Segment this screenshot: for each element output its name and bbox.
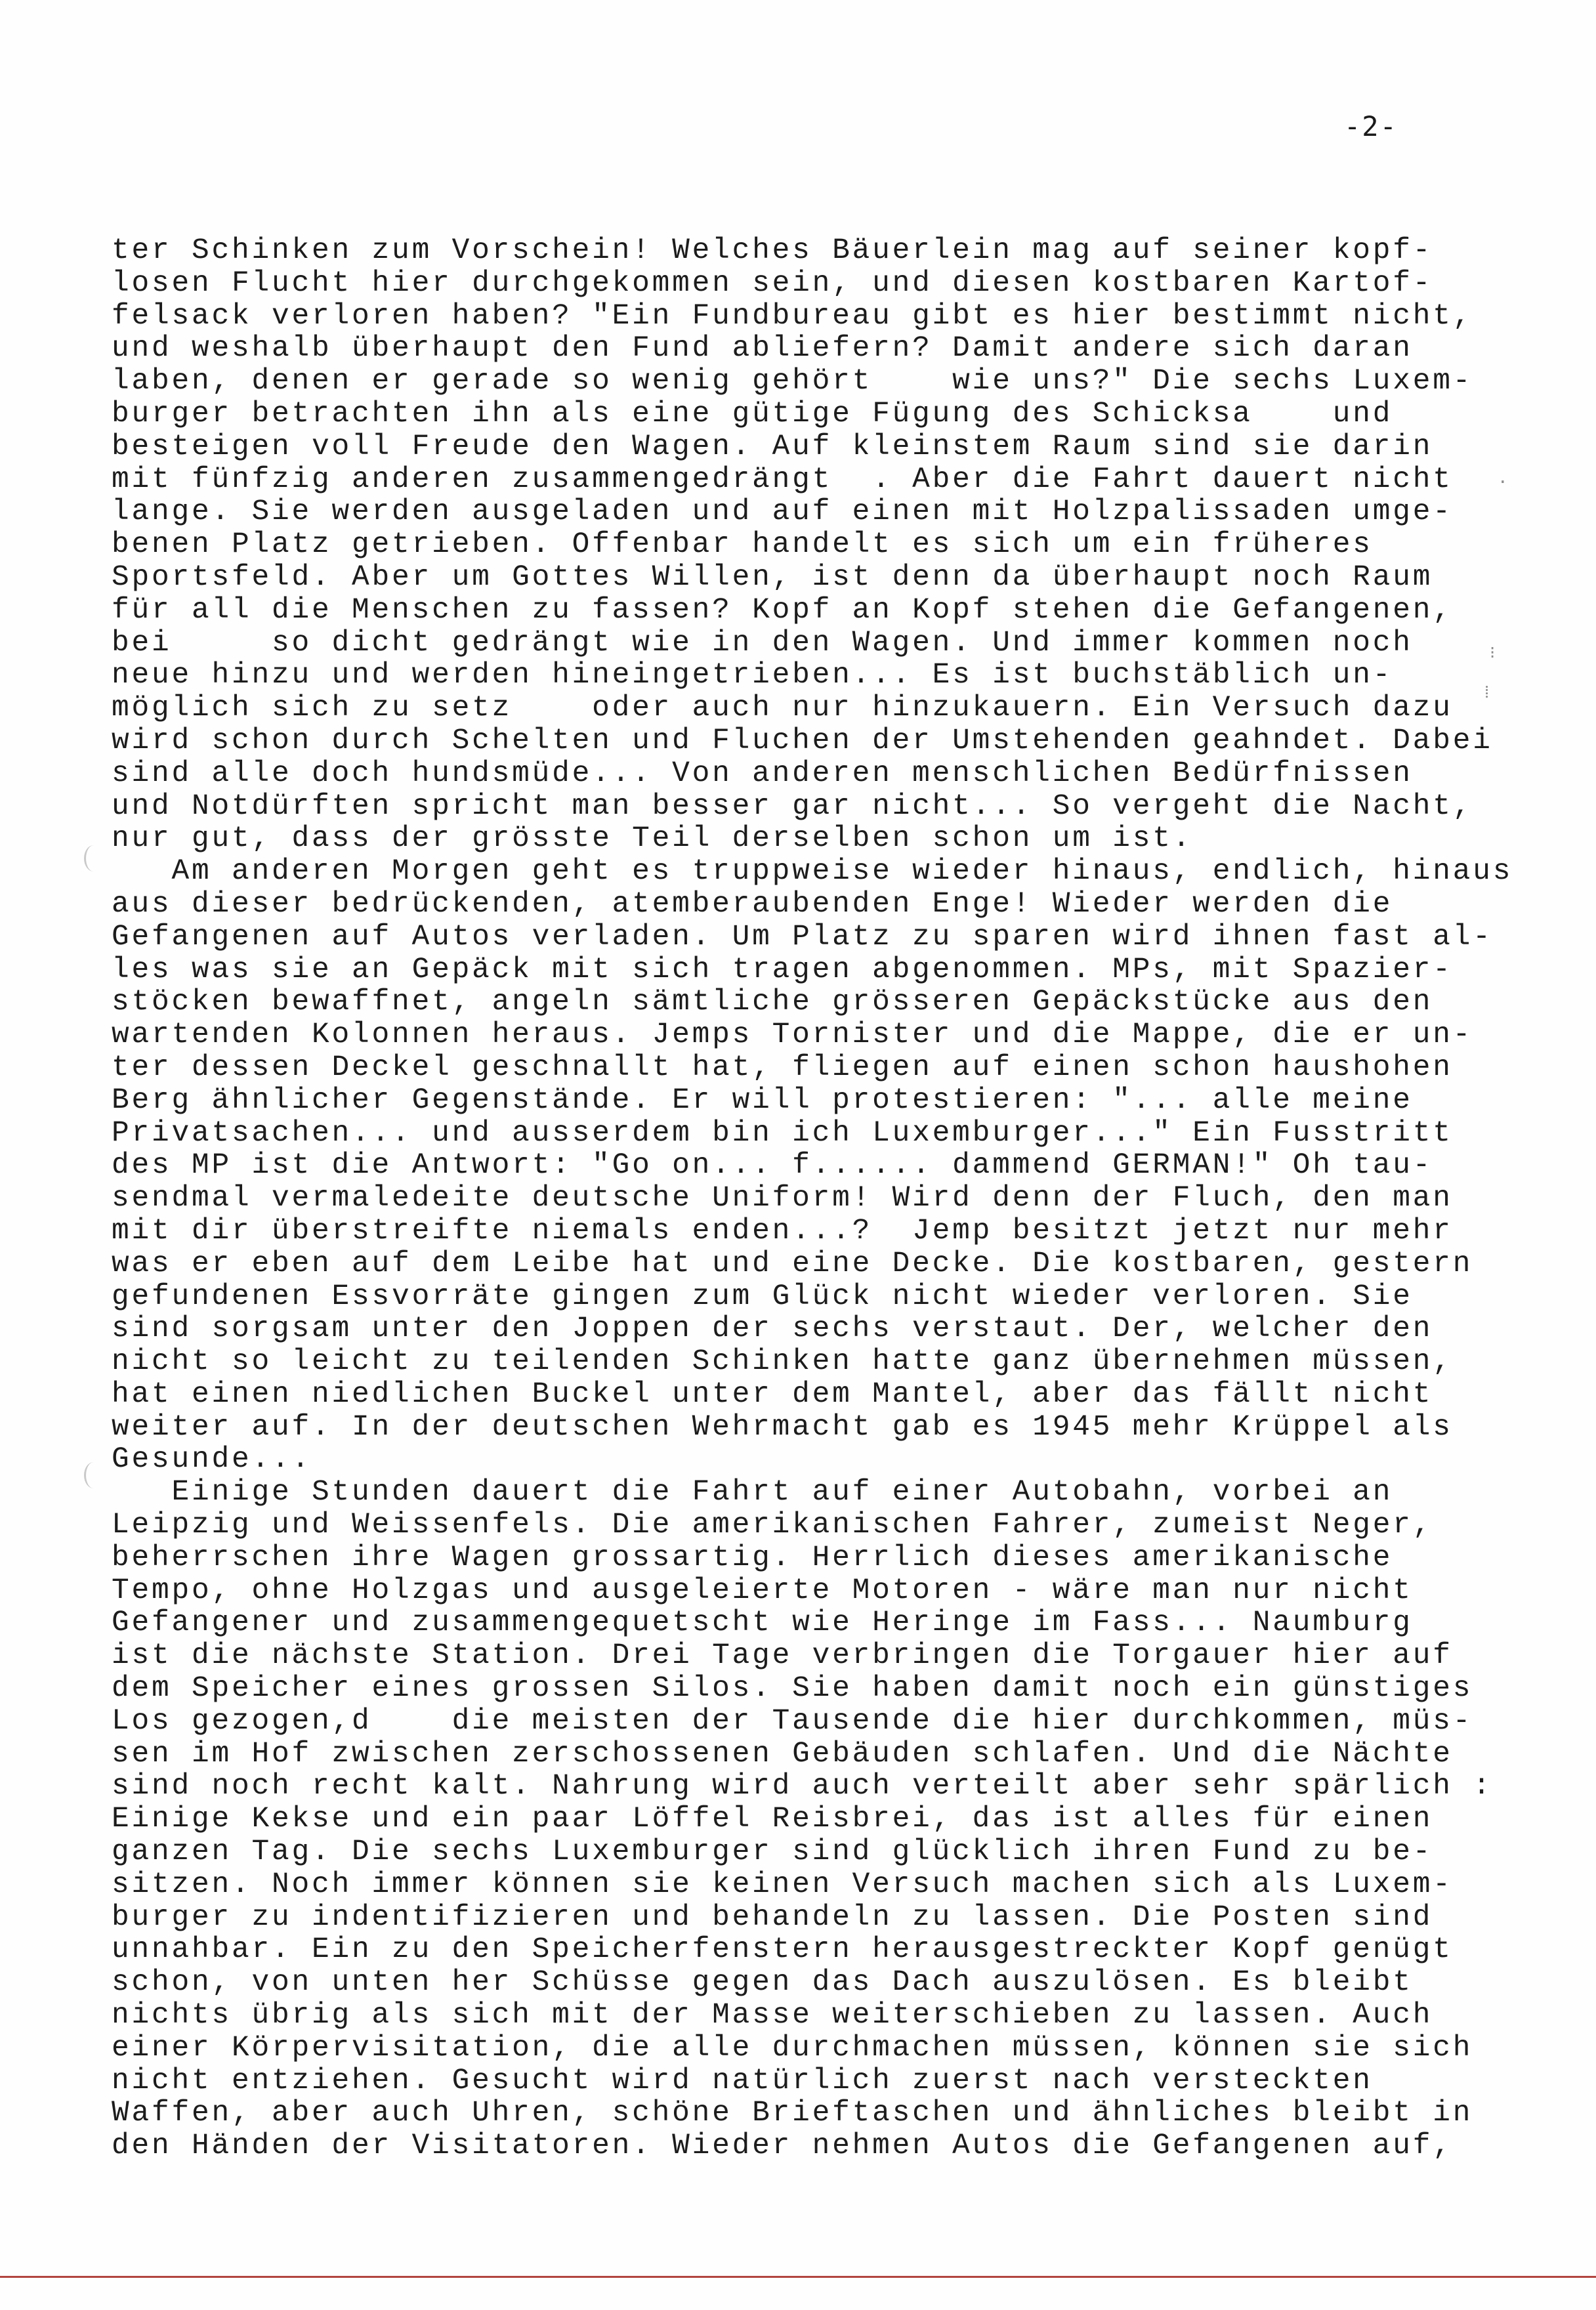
text-line: des MP ist die Antwort: "Go on... f...... dammend GERMAN!" Oh tau- <box>112 1149 1433 1183</box>
text-line: wird schon durch Schelten und Fluchen der Umstehenden geahndet. Dabei <box>112 724 1493 757</box>
text-line: Leipzig und Weissenfels. Die amerikanischen Fahrer, zumeist Neger, <box>112 1509 1433 1542</box>
text-line: sind noch recht kalt. Nahrung wird auch verteilt aber sehr spärlich : <box>112 1770 1493 1803</box>
text-line: besteigen voll Freude den Wagen. Auf kleinstem Raum sind sie darin <box>112 430 1433 463</box>
text-line: nicht so leicht zu teilenden Schinken hatte ganz übernehmen müssen, <box>112 1345 1453 1379</box>
text-line: für all die Menschen zu fassen? Kopf an Kopf stehen die Gefangenen, <box>112 593 1453 627</box>
text-line: mit fünfzig anderen zusammengedrängt . Aber die Fahrt dauert nicht <box>112 463 1453 496</box>
text-line: Berg ähnlicher Gegenstände. Er will protestieren: "... alle meine <box>112 1083 1413 1117</box>
text-line: Sportsfeld. Aber um Gottes Willen, ist denn da überhaupt noch Raum <box>112 560 1433 594</box>
text-line: beherrschen ihre Wagen grossartig. Herrlich dieses amerikanische <box>112 1541 1393 1574</box>
text-line: Waffen, aber auch Uhren, schöne Brieftaschen und ähnliches bleibt in <box>112 2097 1473 2130</box>
text-line: sind alle doch hundsmüde... Von anderen menschlichen Bedürfnissen <box>112 757 1413 790</box>
text-line: stöcken bewaffnet, angeln sämtliche grösseren Gepäckstücke aus den <box>112 986 1433 1019</box>
text-line: mit dir überstreifte niemals enden...? Jemp besitzt jetzt nur mehr <box>112 1214 1453 1248</box>
paper-speck: ⁞ <box>1484 682 1490 702</box>
text-line: nur gut, dass der grösste Teil derselben schon um ist. <box>112 822 1193 856</box>
text-line: Tempo, ohne Holzgas und ausgeleierte Motoren - wäre man nur nicht <box>112 1574 1413 1607</box>
text-line: Einige Kekse und ein paar Löffel Reisbrei, das ist alles für einen <box>112 1803 1433 1836</box>
text-line: Gesunde... <box>112 1443 312 1477</box>
text-line: ist die nächste Station. Drei Tage verbringen die Torgauer hier auf <box>112 1639 1453 1673</box>
text-line: weiter auf. In der deutschen Wehrmacht gab es 1945 mehr Krüppel als <box>112 1410 1453 1444</box>
text-line: losen Flucht hier durchgekommen sein, und diesen kostbaren Kartof- <box>112 266 1433 300</box>
text-line: Am anderen Morgen geht es truppweise wieder hinaus, endlich, hinaus <box>112 855 1513 889</box>
text-line: unnahbar. Ein zu den Speicherfenstern herausgestreckter Kopf genügt <box>112 1933 1453 1967</box>
text-line: schon, von unten her Schüsse gegen das Dach auszulösen. Es bleibt <box>112 1966 1413 2000</box>
paper-speck: · <box>1498 472 1508 492</box>
text-line: einer Körpervisitation, die alle durchmachen müssen, können sie sich <box>112 2031 1473 2065</box>
text-line: Einige Stunden dauert die Fahrt auf einer Autobahn, vorbei an <box>112 1476 1393 1509</box>
text-line: Gefangenen auf Autos verladen. Um Platz zu sparen wird ihnen fast al- <box>112 920 1493 954</box>
punch-hole-mark <box>84 845 103 872</box>
punch-hole-mark <box>84 1462 103 1488</box>
text-line: hat einen niedlichen Buckel unter dem Mantel, aber das fällt nicht <box>112 1377 1433 1411</box>
text-line: Los gezogen,d die meisten der Tausende die hier durchkommen, müs- <box>112 1704 1473 1738</box>
page-number: -2- <box>1344 110 1398 142</box>
text-line: lange. Sie werden ausgeladen und auf einen mit Holzpalissaden umge- <box>112 495 1453 529</box>
text-line: laben, denen er gerade so wenig gehört wie uns?" Die sechs Luxem- <box>112 365 1473 398</box>
text-line: nichts übrig als sich mit der Masse weiterschieben zu lassen. Auch <box>112 1999 1433 2032</box>
text-line: bei so dicht gedrängt wie in den Wagen. Und immer kommen noch <box>112 626 1413 660</box>
text-line: Privatsachen... und ausserdem bin ich Luxemburger..." Ein Fusstritt <box>112 1116 1453 1150</box>
text-line: wartenden Kolonnen heraus. Jemps Tornister und die Mappe, die er un- <box>112 1018 1473 1052</box>
text-line: ter dessen Deckel geschnallt hat, fliegen auf einen schon haushohen <box>112 1051 1453 1084</box>
text-line: möglich sich zu setz oder auch nur hinzukauern. Ein Versuch dazu <box>112 692 1453 725</box>
text-line: ganzen Tag. Die sechs Luxemburger sind glücklich ihren Fund zu be- <box>112 1836 1433 1869</box>
text-line: ter Schinken zum Vorschein! Welches Bäuerlein mag auf seiner kopf- <box>112 234 1433 267</box>
body-text <box>112 235 1516 2163</box>
text-line: sen im Hof zwischen zerschossenen Gebäuden schlafen. Und die Nächte <box>112 1737 1453 1771</box>
text-line: sendmal vermaledeite deutsche Uniform! Wird denn der Fluch, den man <box>112 1182 1453 1215</box>
text-line: dem Speicher eines grossen Silos. Sie haben damit noch ein günstiges <box>112 1672 1473 1706</box>
text-line: sind sorgsam unter den Joppen der sechs verstaut. Der, welcher den <box>112 1312 1433 1346</box>
text-line: gefundenen Essvorräte gingen zum Glück nicht wieder verloren. Sie <box>112 1280 1413 1313</box>
text-line: burger betrachten ihn als eine gütige Fügung des Schicksa und <box>112 397 1393 430</box>
text-line: benen Platz getrieben. Offenbar handelt es sich um ein früheres <box>112 528 1373 562</box>
text-line: felsack verloren haben? "Ein Fundbureau gibt es hier bestimmt nicht, <box>112 299 1473 333</box>
paper-speck: ⁝ <box>1490 643 1496 663</box>
text-line: les was sie an Gepäck mit sich tragen abgenommen. MPs, mit Spazier- <box>112 953 1453 986</box>
text-line: nicht entziehen. Gesucht wird natürlich zuerst nach versteckten <box>112 2064 1373 2097</box>
text-line: burger zu indentifizieren und behandeln zu lassen. Die Posten sind <box>112 1900 1433 1934</box>
text-line: und Notdürften spricht man besser gar nicht... So vergeht die Nacht, <box>112 789 1473 823</box>
text-line: sitzen. Noch immer können sie keinen Versuch machen sich als Luxem- <box>112 1868 1453 1901</box>
text-line: und weshalb überhaupt den Fund abliefern? Damit andere sich daran <box>112 332 1413 366</box>
text-line: neue hinzu und werden hineingetrieben... Es ist buchstäblich un- <box>112 659 1393 692</box>
text-line: den Händen der Visitatoren. Wieder nehmen Autos die Gefangenen auf, <box>112 2130 1453 2163</box>
text-line: aus dieser bedrückenden, atemberaubenden Enge! Wieder werden die <box>112 887 1393 921</box>
bottom-rule <box>0 2276 1596 2278</box>
text-line: Gefangener und zusammengequetscht wie Heringe im Fass... Naumburg <box>112 1606 1413 1640</box>
text-line: was er eben auf dem Leibe hat und eine Decke. Die kostbaren, gestern <box>112 1247 1473 1280</box>
